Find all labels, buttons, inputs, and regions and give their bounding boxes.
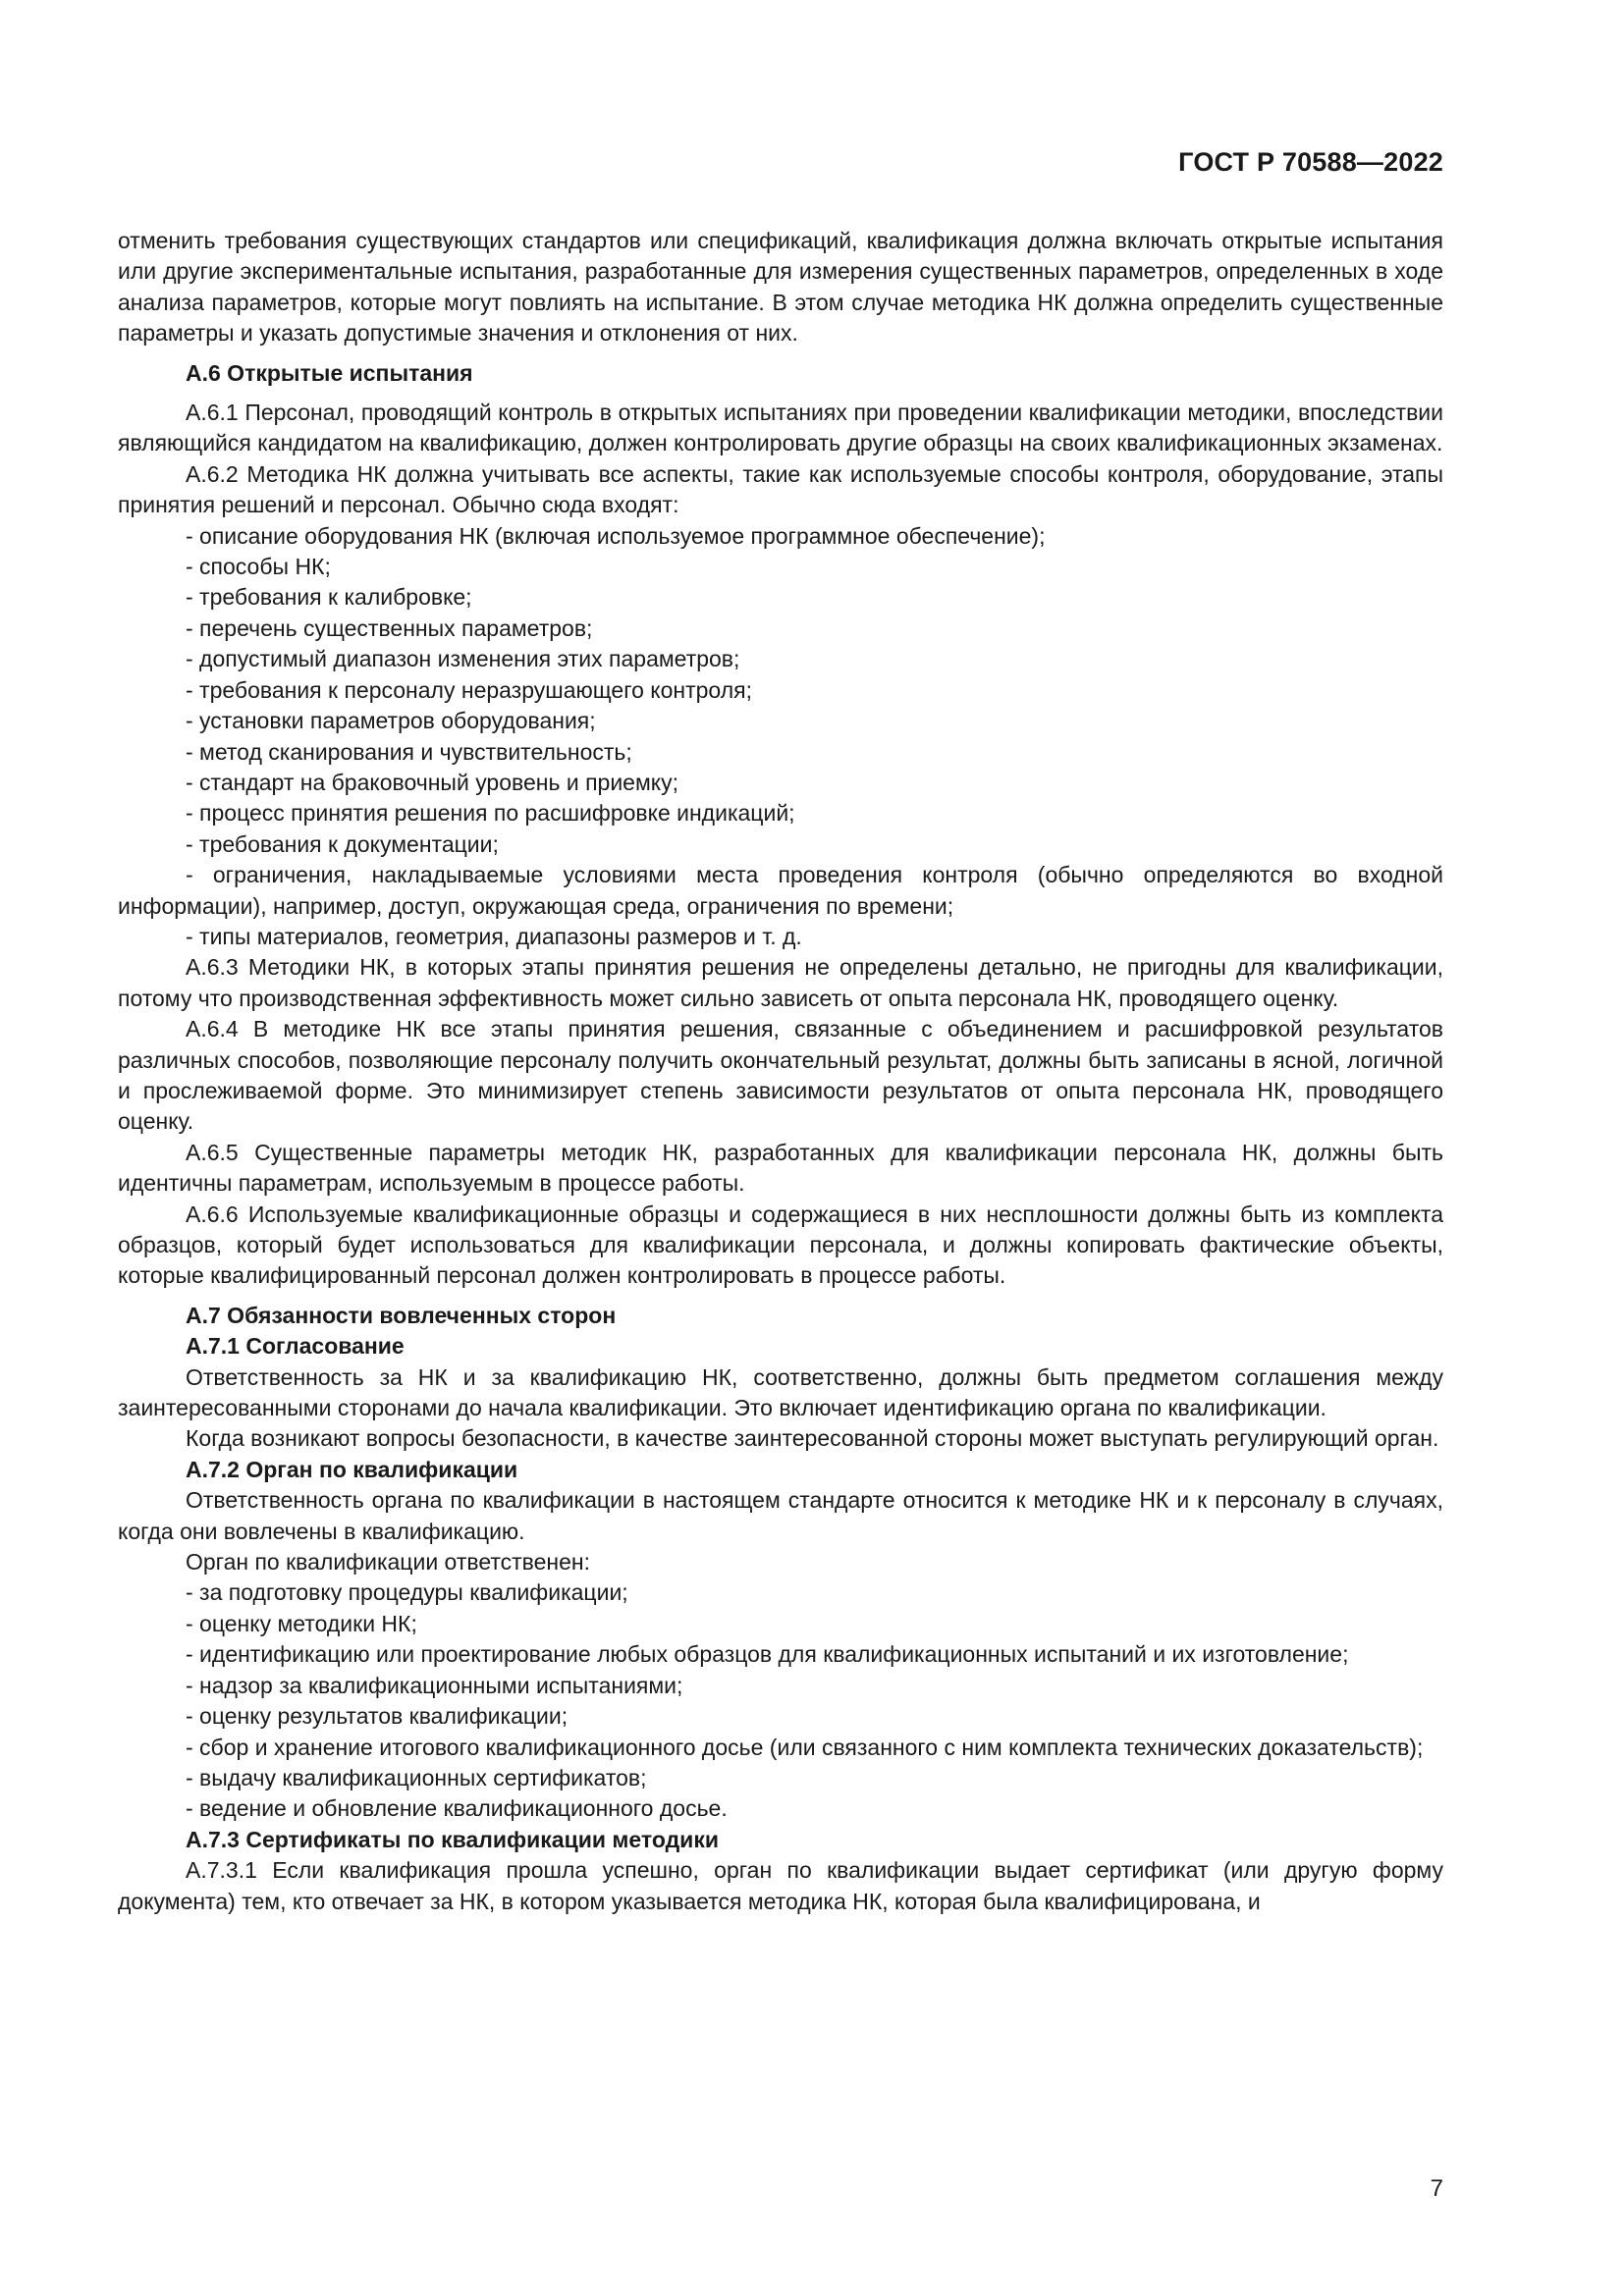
paragraph-a6-5: А.6.5 Существенные параметры методик НК, разработанных для квалификации персонала НК, должны быть идентичны параметрам, используемым в процессе работы.: [118, 1139, 1443, 1197]
list-item: - требования к документации;: [186, 830, 499, 857]
document-body: [118, 226, 1443, 1917]
list-item: - ведение и обновление квалификационного досье.: [186, 1795, 728, 1822]
paragraph-a6-6: А.6.6 Используемые квалификационные образцы и содержащиеся в них несплошности должны быть из комплекта образцов, который будет использоваться для квалификации персонала, и должны копировать фактические объекты, которые квалифицированный персонал должен контролировать в процессе работы.: [118, 1201, 1443, 1289]
paragraph-a6-4: А.6.4 В методике НК все этапы принятия решения, связанные с объединением и расшифровкой результатов различных способов, позволяющие персоналу получить окончательный результат, должны быть записаны в ясной, логичной и прослеживаемой форме. Это минимизирует степень зависимости результатов от опыта персонала НК, проводящего оценку.: [118, 1016, 1443, 1135]
list-item: - требования к персоналу неразрушающего контроля;: [186, 676, 752, 703]
paragraph-a6-2: А.6.2 Методика НК должна учитывать все аспекты, такие как используемые способы контроля, оборудование, этапы принятия решений и персонал. Обычно сюда входят:: [118, 460, 1443, 518]
section-a7-heading: А.7 Обязанности вовлеченных сторон: [186, 1302, 617, 1328]
page-number: 7: [1430, 2175, 1443, 2202]
list-item: - требования к калибровке;: [186, 584, 472, 611]
subsection-a7-1-heading: А.7.1 Согласование: [186, 1333, 405, 1360]
list-item: - оценку методики НК;: [186, 1610, 417, 1636]
a6-requirements-list: [118, 521, 1443, 953]
paragraph-a7-1-2: Когда возникают вопросы безопасности, в качестве заинтересованной стороны может выступать регулирующий орган.: [186, 1425, 1439, 1452]
list-item: - допустимый диапазон изменения этих параметров;: [186, 646, 740, 672]
list-item: - сбор и хранение итогового квалификационного досье (или связанного с ним комплекта технических доказательств);: [186, 1734, 1424, 1760]
paragraph-a6-1: А.6.1 Персонал, проводящий контроль в открытых испытаниях при проведении квалификации методики, впоследствии являющийся кандидатом на квалификацию, должен контролировать другие образцы на своих квалификационных экзаменах.: [118, 400, 1443, 456]
list-item: - типы материалов, геометрия, диапазоны размеров и т. д.: [186, 923, 802, 949]
paragraph-a7-2-2: Орган по квалификации ответственен:: [186, 1549, 591, 1575]
intro-paragraph: отменить требования существующих стандартов или спецификаций, квалификация должна включать открытые испытания или другие экспериментальные испытания, разработанные для измерения существенных параметров, определенных в ходе анализа параметров, которые могут повлиять на испытание. В этом случае методика НК должна определить существенные параметры и указать допустимые значения и отклонения от них.: [118, 228, 1443, 347]
paragraph-a6-3: А.6.3 Методики НК, в которых этапы принятия решения не определены детально, не пригодны для квалификации, потому что производственная эффективность может сильно зависеть от опыта персонала НК, проводящего оценку.: [118, 954, 1443, 1011]
list-item: - способы НК;: [186, 554, 331, 580]
list-item: - описание оборудования НК (включая используемое программное обеспечение);: [186, 522, 1046, 549]
list-item: - метод сканирования и чувствительность;: [186, 738, 632, 765]
section-a6-heading: А.6 Открытые испытания: [186, 359, 473, 386]
list-item: - перечень существенных параметров;: [186, 614, 593, 641]
list-item: - выдачу квалификационных сертификатов;: [186, 1764, 647, 1790]
a7-2-responsibilities-list: [118, 1577, 1443, 1824]
paragraph-a7-1-1: Ответственность за НК и за квалификацию НК, соответственно, должны быть предметом соглашения между заинтересованными сторонами до начала квалификации. Это включает идентификацию органа по квалификации.: [118, 1363, 1443, 1421]
list-item: - установки параметров оборудования;: [186, 708, 596, 734]
list-item: - за подготовку процедуры квалификации;: [186, 1579, 628, 1606]
list-item: - оценку результатов квалификации;: [186, 1703, 568, 1730]
list-item: - стандарт на браковочный уровень и приемку;: [186, 769, 678, 795]
paragraph-a7-3-1: А.7.3.1 Если квалификация прошла успешно, орган по квалификации выдает сертификат (или другую форму документа) тем, кто отвечает за НК, в котором указывается методика НК, которая была квалифицирована, и: [118, 1857, 1443, 1914]
subsection-a7-2-heading: А.7.2 Орган по квалификации: [186, 1456, 518, 1482]
subsection-a7-3-heading: А.7.3 Сертификаты по квалификации методики: [186, 1826, 719, 1852]
list-item: - идентификацию или проектирование любых образцов для квалификационных испытаний и их изготовление;: [186, 1641, 1349, 1668]
document-header: ГОСТ Р 70588—2022: [1178, 147, 1443, 177]
list-item: - ограничения, накладываемые условиями места проведения контроля (обычно определяются во входной информации), например, доступ, окружающая среда, ограничения по времени;: [118, 862, 1443, 919]
paragraph-a7-2-1: Ответственность органа по квалификации в настоящем стандарте относится к методике НК и к персоналу в случаях, когда они вовлечены в квалификацию.: [118, 1487, 1443, 1544]
list-item: - процесс принятия решения по расшифровке индикаций;: [186, 800, 795, 827]
list-item: - надзор за квалификационными испытаниями;: [186, 1672, 683, 1698]
